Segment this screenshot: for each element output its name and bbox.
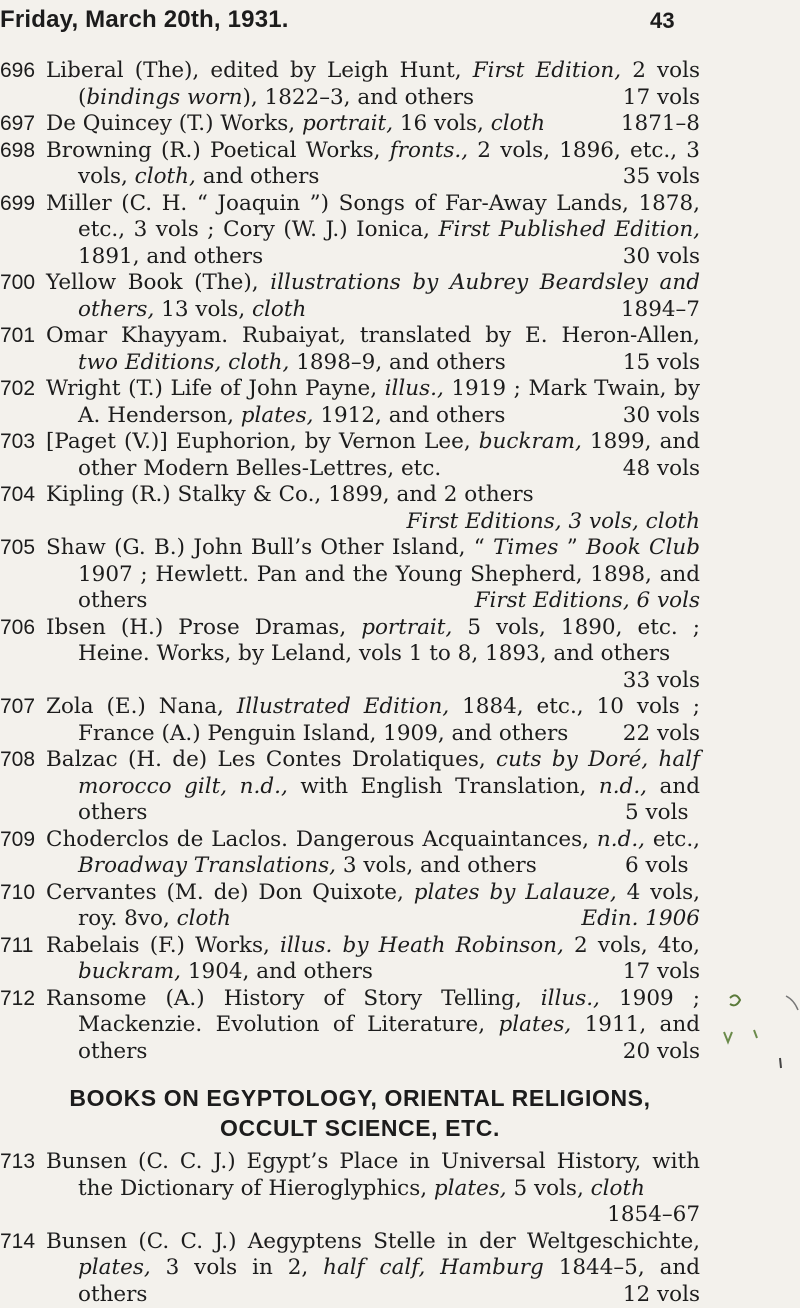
lot-text: and others <box>78 774 700 826</box>
lot-number: 696 <box>0 58 35 85</box>
lot-description <box>46 429 700 482</box>
lot-volumes: 20 vols <box>639 1039 700 1066</box>
lot-number: 709 <box>0 827 35 854</box>
lot-entry <box>0 535 700 615</box>
page-number: 43 <box>650 8 675 34</box>
lot-text: with English Translation, <box>288 774 599 799</box>
lot-number: 714 <box>0 1229 35 1256</box>
page-header <box>0 0 700 40</box>
lot-text: fronts., <box>390 138 468 163</box>
lot-volumes: 17 vols <box>639 85 700 112</box>
lot-text: 1919 ; Mark Twain, by A. Henderson, <box>78 376 700 428</box>
lot-text: 1904, and others <box>181 959 373 984</box>
lot-entry <box>0 747 700 827</box>
lot-description <box>46 270 700 323</box>
lot-volumes: 15 vols <box>639 350 700 377</box>
lot-text: bindings worn <box>86 85 242 110</box>
lot-entry <box>0 1149 700 1229</box>
lot-volumes: 5 vols <box>641 800 700 827</box>
lot-text: and others <box>196 164 320 189</box>
lot-number: 699 <box>0 191 35 218</box>
lot-text: Times <box>493 535 558 560</box>
lot-entry <box>0 111 700 138</box>
lot-entry <box>0 270 700 323</box>
lot-volumes: 1871–8 <box>637 111 700 138</box>
lot-text: Shaw (G. B.) John Bull’s Other Island, “ <box>46 535 493 560</box>
lot-text: Choderclos de Laclos. Dangerous Acquaintances, <box>46 827 597 852</box>
lot-text: cloth <box>491 111 545 136</box>
lot-entry <box>0 1229 700 1308</box>
lot-text: n.d., <box>599 774 647 799</box>
lot-text: 1844–5, and others <box>78 1255 700 1307</box>
lot-volumes: 22 vols <box>639 721 700 748</box>
lot-entry <box>0 482 700 535</box>
lot-text: Balzac (H. de) Les Contes Drolatiques, <box>46 747 496 772</box>
lot-description <box>46 58 700 111</box>
lot-text: 1898–9, and others <box>289 350 505 375</box>
lot-text: Yellow Book (The), <box>46 270 270 295</box>
lot-text: plates by Lalauze, <box>414 880 617 905</box>
lot-number: 706 <box>0 615 35 642</box>
lot-description <box>46 747 700 827</box>
lot-text: buckram, <box>479 429 582 454</box>
lot-entry <box>0 694 700 747</box>
lot-text: ), 1822–3, and others <box>242 85 474 110</box>
lot-text: 1909 ; Mackenzie. Evolution of Literature, <box>78 986 700 1038</box>
lot-text: two Editions, cloth, <box>78 350 289 375</box>
lot-entry <box>0 376 700 429</box>
lot-text: illus., <box>385 376 444 401</box>
lot-text: 5 vols, <box>507 1176 591 1201</box>
lot-volumes: 1854–67 <box>623 1202 700 1229</box>
lot-text: buckram, <box>78 959 181 984</box>
lot-description <box>46 1149 700 1229</box>
lot-text: Ibsen (H.) Prose Dramas, <box>46 615 361 640</box>
lot-description <box>46 535 700 615</box>
lot-text: 2 vols, 4to, <box>564 933 700 958</box>
lot-text: portrait, <box>302 111 393 136</box>
lot-volumes: 30 vols <box>639 403 700 430</box>
lot-text: portrait, <box>361 615 452 640</box>
lot-number: 702 <box>0 376 35 403</box>
lot-text: Illustrated Edition, <box>237 694 449 719</box>
lot-volumes: 48 vols <box>639 456 700 483</box>
lot-text: Kipling (R.) Stalky & Co., 1899, and 2 others <box>46 482 534 507</box>
lot-text: 1912, and others <box>313 403 505 428</box>
lot-text: Wright (T.) Life of John Payne, <box>46 376 385 401</box>
lot-description <box>46 111 700 138</box>
lot-text: cloth <box>252 297 306 322</box>
lot-text: Bunsen (C. C. J.) Egypt’s Place in Universal History, with the Dictionary of Hieroglyphics, <box>46 1149 700 1201</box>
lot-volumes: Edin. 1906 <box>597 906 700 933</box>
lot-text: ” <box>558 535 586 560</box>
lot-text: etc., <box>645 827 700 852</box>
lot-text: 1891, and others <box>78 244 263 269</box>
lot-text: Rabelais (F.) Works, <box>46 933 280 958</box>
sale-date: Friday, March 20th, 1931. <box>0 6 289 34</box>
lot-volumes: 6 vols <box>641 853 700 880</box>
lot-text: Bunsen (C. C. J.) Aegyptens Stelle in der Weltgeschichte, <box>46 1229 700 1254</box>
lot-text: 2 vols, 1896, etc., 3 vols, <box>78 138 700 190</box>
lot-number: 703 <box>0 429 35 456</box>
lot-text: Miller (C. H. “ Joaquin ”) Songs of Far-Away Lands, 1878, etc., 3 vols ; Cory (W. J.) Ionica, <box>46 191 700 243</box>
lot-description <box>46 191 700 271</box>
lot-number: 707 <box>0 694 35 721</box>
lot-list <box>0 58 700 1308</box>
lot-text: Cervantes (M. de) Don Quixote, <box>46 880 414 905</box>
lot-text: De Quincey (T.) Works, <box>46 111 302 136</box>
lot-text: Broadway Translations, <box>78 853 336 878</box>
lot-text: Omar Khayyam. Rubaiyat, translated by E. Heron-Allen, <box>46 323 700 348</box>
lot-number: 700 <box>0 270 35 297</box>
lot-volumes: 1894–7 <box>637 297 700 324</box>
lot-description <box>46 138 700 191</box>
lot-description <box>46 1229 700 1308</box>
lot-description <box>46 615 700 695</box>
lot-volumes: First Editions, 3 vols, cloth <box>423 509 700 536</box>
lot-volumes: 12 vols <box>639 1282 700 1308</box>
lot-entry <box>0 933 700 986</box>
lot-volumes: 33 vols <box>639 668 700 695</box>
lot-text: cloth, <box>135 164 196 189</box>
lot-text: cuts by Doré, half morocco gilt, n.d., <box>78 747 700 799</box>
lot-text: 3 vols in 2, <box>151 1255 323 1280</box>
lot-text: Ransome (A.) History of Story Telling, <box>46 986 541 1011</box>
lot-entry <box>0 880 700 933</box>
lot-text: 1907 ; Hewlett. Pan and the Young Shepherd, 1898, and others <box>78 562 700 614</box>
lot-text: First Edition, <box>473 58 621 83</box>
lot-text: Liberal (The), edited by Leigh Hunt, <box>46 58 473 83</box>
lot-number: 713 <box>0 1149 35 1176</box>
lot-text: 1899, and other Modern Belles-Lettres, etc. <box>78 429 700 481</box>
lot-number: 705 <box>0 535 35 562</box>
lot-entry <box>0 429 700 482</box>
lots-egyptology <box>0 1149 700 1308</box>
lot-description <box>46 376 700 429</box>
section-heading: BOOKS ON EGYPTOLOGY, ORIENTAL RELIGIONS, OCCULT SCIENCE, ETC. <box>0 1083 700 1143</box>
lot-text: plates, <box>499 1012 572 1037</box>
lot-text: 5 vols, 1890, etc. ; Heine. Works, by Leland, vols 1 to 8, 1893, and others <box>78 615 700 667</box>
lot-description <box>46 827 700 880</box>
lot-entry <box>0 323 700 376</box>
lot-text: 3 vols, and others <box>336 853 537 878</box>
lot-text: plates, <box>434 1176 507 1201</box>
lot-volumes: 17 vols <box>639 959 700 986</box>
lot-description <box>46 933 700 986</box>
lot-description <box>46 694 700 747</box>
lot-text: cloth <box>177 906 231 931</box>
lot-text: 16 vols, <box>393 111 491 136</box>
lot-number: 704 <box>0 482 35 509</box>
lot-entry <box>0 615 700 695</box>
lot-text: n.d., <box>597 827 645 852</box>
lot-number: 712 <box>0 986 35 1013</box>
lot-text: Browning (R.) Poetical Works, <box>46 138 390 163</box>
lot-text: [Paget (V.)] Euphorion, by Vernon Lee, <box>46 429 479 454</box>
lot-entry <box>0 138 700 191</box>
lot-text: illustrations by Aubrey Beardsley and others, <box>78 270 700 322</box>
lot-description <box>46 986 700 1066</box>
lot-text: First Published Edition, <box>439 217 700 242</box>
lot-text: half calf, Hamburg <box>323 1255 544 1280</box>
lot-entry <box>0 827 700 880</box>
lots-general <box>0 58 700 1065</box>
lot-text: 1884, etc., 10 vols ; France (A.) Penguin Island, 1909, and others <box>78 694 700 746</box>
lot-number: 701 <box>0 323 35 350</box>
lot-volumes: First Editions, 6 vols <box>491 588 700 615</box>
lot-entry <box>0 191 700 271</box>
lot-number: 698 <box>0 138 35 165</box>
lot-text: 1911, and others <box>78 1012 700 1064</box>
lot-text: 4 vols, roy. 8vo, <box>78 880 700 932</box>
lot-text: illus. by Heath Robinson, <box>280 933 564 958</box>
lot-text: plates, <box>241 403 314 428</box>
lot-entry <box>0 986 700 1066</box>
lot-text: cloth <box>591 1176 645 1201</box>
lot-number: 710 <box>0 880 35 907</box>
margin-ink-marks <box>700 970 800 1170</box>
lot-text: plates, <box>78 1255 151 1280</box>
lot-text: Zola (E.) Nana, <box>46 694 237 719</box>
lot-number: 711 <box>0 933 33 960</box>
lot-number: 697 <box>0 111 35 138</box>
lot-description <box>46 482 700 535</box>
lot-number: 708 <box>0 747 35 774</box>
lot-text: Book Club <box>586 535 700 560</box>
lot-text: 2 vols ( <box>78 58 700 110</box>
lot-text: illus., <box>541 986 600 1011</box>
lot-entry <box>0 58 700 111</box>
lot-volumes: 35 vols <box>639 164 700 191</box>
lot-volumes: 30 vols <box>639 244 700 271</box>
lot-description <box>46 323 700 376</box>
lot-text: 13 vols, <box>154 297 252 322</box>
lot-description <box>46 880 700 933</box>
